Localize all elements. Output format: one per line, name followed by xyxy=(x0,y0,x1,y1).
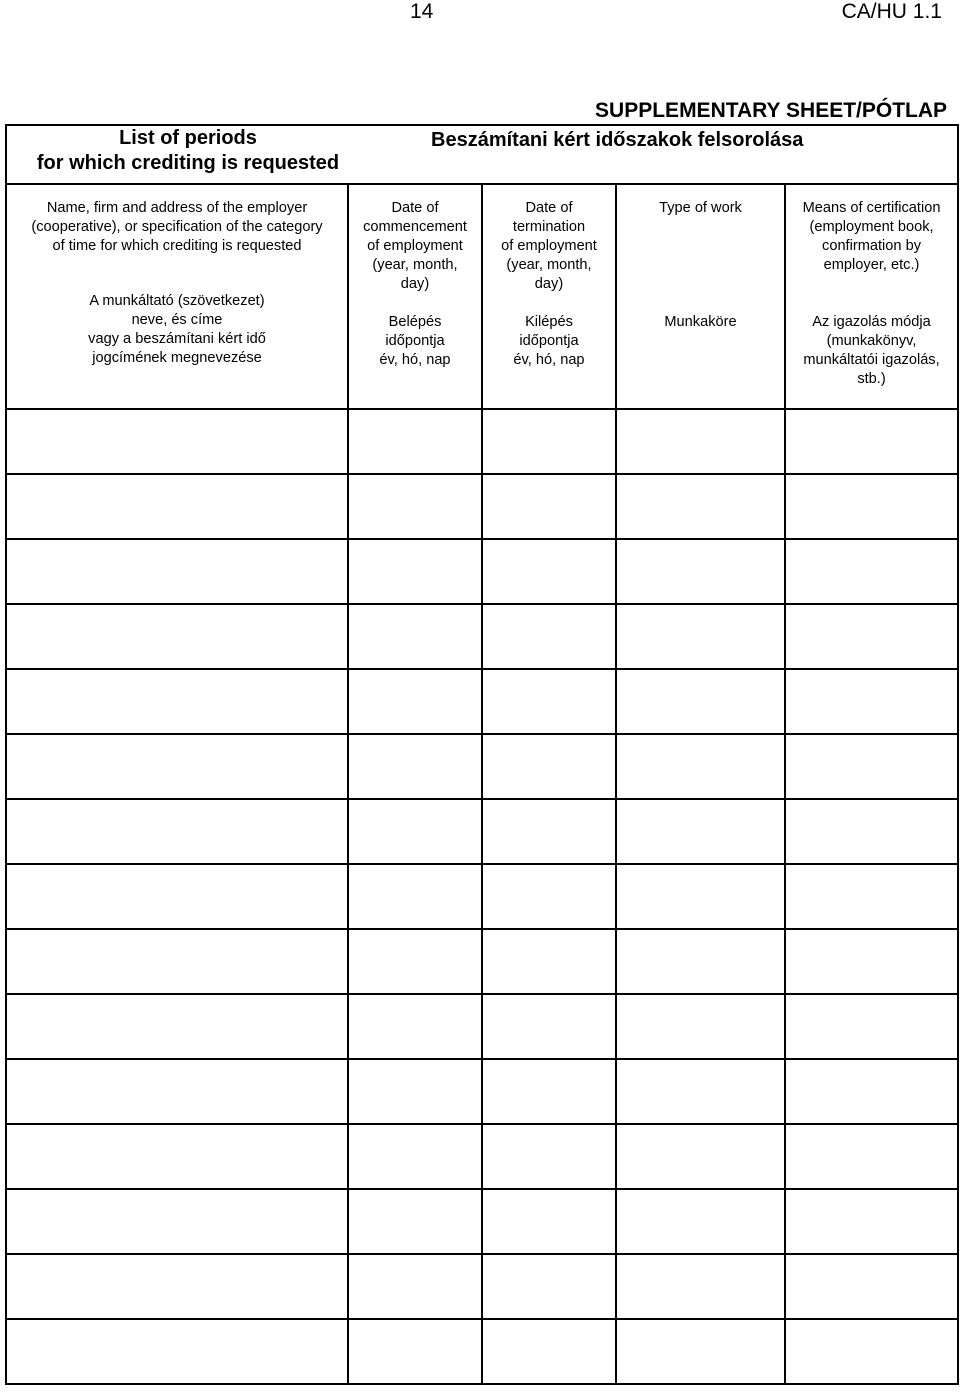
header-line: (munkakönyv, xyxy=(826,333,917,349)
table-row xyxy=(6,864,958,929)
table-cell[interactable] xyxy=(6,1254,348,1319)
table-row xyxy=(6,539,958,604)
header-line: Name, firm and address of the employer xyxy=(46,200,308,216)
table-cell[interactable] xyxy=(482,474,616,539)
table-cell[interactable] xyxy=(616,539,785,604)
table-cell[interactable] xyxy=(616,1124,785,1189)
title-hu: Beszámítani kért időszakok felsorolása xyxy=(431,129,804,151)
table-cell[interactable] xyxy=(348,1319,482,1384)
table-cell[interactable] xyxy=(482,1124,616,1189)
table-row xyxy=(6,734,958,799)
header-line: stb.) xyxy=(857,371,886,387)
table-cell[interactable] xyxy=(785,1319,958,1384)
table-cell[interactable] xyxy=(348,409,482,474)
table-cell[interactable] xyxy=(6,1124,348,1189)
header-line: confirmation by xyxy=(822,238,921,254)
certification-column-header xyxy=(785,184,958,409)
table-cell[interactable] xyxy=(6,669,348,734)
table-cell[interactable] xyxy=(482,734,616,799)
table-cell[interactable] xyxy=(785,994,958,1059)
header-line: időpontja xyxy=(519,333,579,349)
title-en-line: for which crediting is requested xyxy=(36,152,340,174)
table-cell[interactable] xyxy=(6,1059,348,1124)
table-cell[interactable] xyxy=(6,409,348,474)
header-line: Munkaköre xyxy=(664,314,737,330)
table-cell[interactable] xyxy=(616,734,785,799)
type-of-work-column-header xyxy=(616,184,785,409)
table-cell[interactable] xyxy=(348,539,482,604)
header-line: day) xyxy=(534,276,564,292)
header-line: munkáltatói igazolás, xyxy=(803,352,940,368)
header-en-text xyxy=(7,199,347,256)
table-cell[interactable] xyxy=(6,864,348,929)
header-line: év, hó, nap xyxy=(513,352,585,368)
table-cell[interactable] xyxy=(482,604,616,669)
table-cell[interactable] xyxy=(785,539,958,604)
table-cell[interactable] xyxy=(482,1189,616,1254)
header-line: A munkáltató (szövetkezet) xyxy=(89,293,265,309)
table-cell[interactable] xyxy=(785,734,958,799)
header-line: időpontja xyxy=(385,333,445,349)
table-cell[interactable] xyxy=(616,1189,785,1254)
header-en-text xyxy=(786,199,957,275)
table-cell[interactable] xyxy=(785,409,958,474)
table-cell[interactable] xyxy=(616,604,785,669)
table-cell[interactable] xyxy=(785,864,958,929)
table-cell[interactable] xyxy=(6,734,348,799)
title-row xyxy=(6,125,958,184)
header-line: Kilépés xyxy=(525,314,573,330)
table-cell[interactable] xyxy=(348,604,482,669)
table-cell[interactable] xyxy=(785,929,958,994)
header-line: Type of work xyxy=(659,200,742,216)
table-row xyxy=(6,799,958,864)
header-line: jogcímének megnevezése xyxy=(92,350,262,366)
document-code: CA/HU 1.1 xyxy=(841,0,942,23)
header-en-text xyxy=(349,199,481,294)
table-cell[interactable] xyxy=(348,1124,482,1189)
supplementary-sheet-title: SUPPLEMENTARY SHEET/PÓTLAP xyxy=(595,99,948,122)
table-cell[interactable] xyxy=(616,799,785,864)
table-cell[interactable] xyxy=(482,994,616,1059)
header-line: of employment xyxy=(367,238,463,254)
table-cell[interactable] xyxy=(6,994,348,1059)
table-cell[interactable] xyxy=(6,604,348,669)
table-cell[interactable] xyxy=(616,1319,785,1384)
table-row xyxy=(6,1254,958,1319)
table-cell[interactable] xyxy=(6,1319,348,1384)
header-hu-text xyxy=(786,313,957,389)
table-cell[interactable] xyxy=(348,864,482,929)
table-cell[interactable] xyxy=(482,539,616,604)
table-cell[interactable] xyxy=(616,1059,785,1124)
termination-column-header xyxy=(482,184,616,409)
table-cell[interactable] xyxy=(6,799,348,864)
table-cell[interactable] xyxy=(6,474,348,539)
table-cell[interactable] xyxy=(482,1059,616,1124)
table-cell[interactable] xyxy=(785,799,958,864)
crediting-periods-table xyxy=(5,99,959,1385)
column-header-row xyxy=(6,184,958,409)
header-line: Date of xyxy=(525,200,573,216)
title-en-line: List of periods xyxy=(119,127,257,149)
header-hu-text xyxy=(7,292,347,368)
table-cell[interactable] xyxy=(785,1059,958,1124)
header-line: Belépés xyxy=(388,314,442,330)
table-row xyxy=(6,669,958,734)
table-cell[interactable] xyxy=(348,1059,482,1124)
table-cell[interactable] xyxy=(348,799,482,864)
title-en xyxy=(13,126,363,176)
table-cell[interactable] xyxy=(616,929,785,994)
table-cell[interactable] xyxy=(785,1124,958,1189)
table-cell[interactable] xyxy=(348,994,482,1059)
table-cell[interactable] xyxy=(785,474,958,539)
table-cell[interactable] xyxy=(6,929,348,994)
table-cell[interactable] xyxy=(482,1254,616,1319)
header-line: év, hó, nap xyxy=(379,352,451,368)
header-line: neve, és címe xyxy=(131,312,223,328)
table-cell[interactable] xyxy=(482,669,616,734)
table-cell[interactable] xyxy=(482,1319,616,1384)
header-line: day) xyxy=(400,276,430,292)
table-cell[interactable] xyxy=(348,474,482,539)
table-row xyxy=(6,929,958,994)
header-line: of employment xyxy=(501,238,597,254)
commencement-column-header xyxy=(348,184,482,409)
table-cell[interactable] xyxy=(616,669,785,734)
header-line: (year, month, xyxy=(372,257,458,273)
header-hu-text xyxy=(617,313,784,332)
table-cell[interactable] xyxy=(616,864,785,929)
title-cell xyxy=(6,99,958,184)
header-line: (year, month, xyxy=(506,257,592,273)
table-cell[interactable] xyxy=(348,929,482,994)
table-cell[interactable] xyxy=(785,1189,958,1254)
header-hu-text xyxy=(483,313,615,370)
table-cell[interactable] xyxy=(6,539,348,604)
header-en-text xyxy=(483,199,615,294)
table-cell[interactable] xyxy=(785,604,958,669)
table-cell[interactable] xyxy=(482,799,616,864)
header-line: of time for which crediting is requested xyxy=(52,238,302,254)
table-row xyxy=(6,1319,958,1384)
header-hu-text xyxy=(349,313,481,370)
table-cell[interactable] xyxy=(616,1254,785,1319)
table-cell[interactable] xyxy=(348,1189,482,1254)
table-cell[interactable] xyxy=(616,474,785,539)
table-cell[interactable] xyxy=(785,1254,958,1319)
header-line: termination xyxy=(512,219,586,235)
header-line: Means of certification xyxy=(802,200,941,216)
table-cell[interactable] xyxy=(6,1189,348,1254)
header-line: Az igazolás módja xyxy=(812,314,931,330)
table-cell[interactable] xyxy=(785,669,958,734)
table-cell[interactable] xyxy=(348,1254,482,1319)
header-line: commencement xyxy=(363,219,467,235)
table-row xyxy=(6,474,958,539)
table-cell[interactable] xyxy=(616,409,785,474)
header-line: vagy a beszámítani kért idő xyxy=(88,331,266,347)
table-row xyxy=(6,409,958,474)
header-line: (employment book, xyxy=(809,219,934,235)
table-cell[interactable] xyxy=(482,409,616,474)
table-row xyxy=(6,1059,958,1124)
header-line: employer, etc.) xyxy=(823,257,920,273)
header-en-text xyxy=(617,199,784,218)
employer-column-header xyxy=(6,184,348,409)
table-cell[interactable] xyxy=(482,929,616,994)
table-cell[interactable] xyxy=(348,734,482,799)
table-row xyxy=(6,604,958,669)
table-row xyxy=(6,1189,958,1254)
table-cell[interactable] xyxy=(482,864,616,929)
header-line: Date of xyxy=(391,200,439,216)
table-row xyxy=(6,1124,958,1189)
table-row xyxy=(6,994,958,1059)
table-cell[interactable] xyxy=(616,994,785,1059)
header-line: (cooperative), or specification of the category xyxy=(31,219,323,235)
table-cell[interactable] xyxy=(348,669,482,734)
page-number: 14 xyxy=(410,0,434,23)
